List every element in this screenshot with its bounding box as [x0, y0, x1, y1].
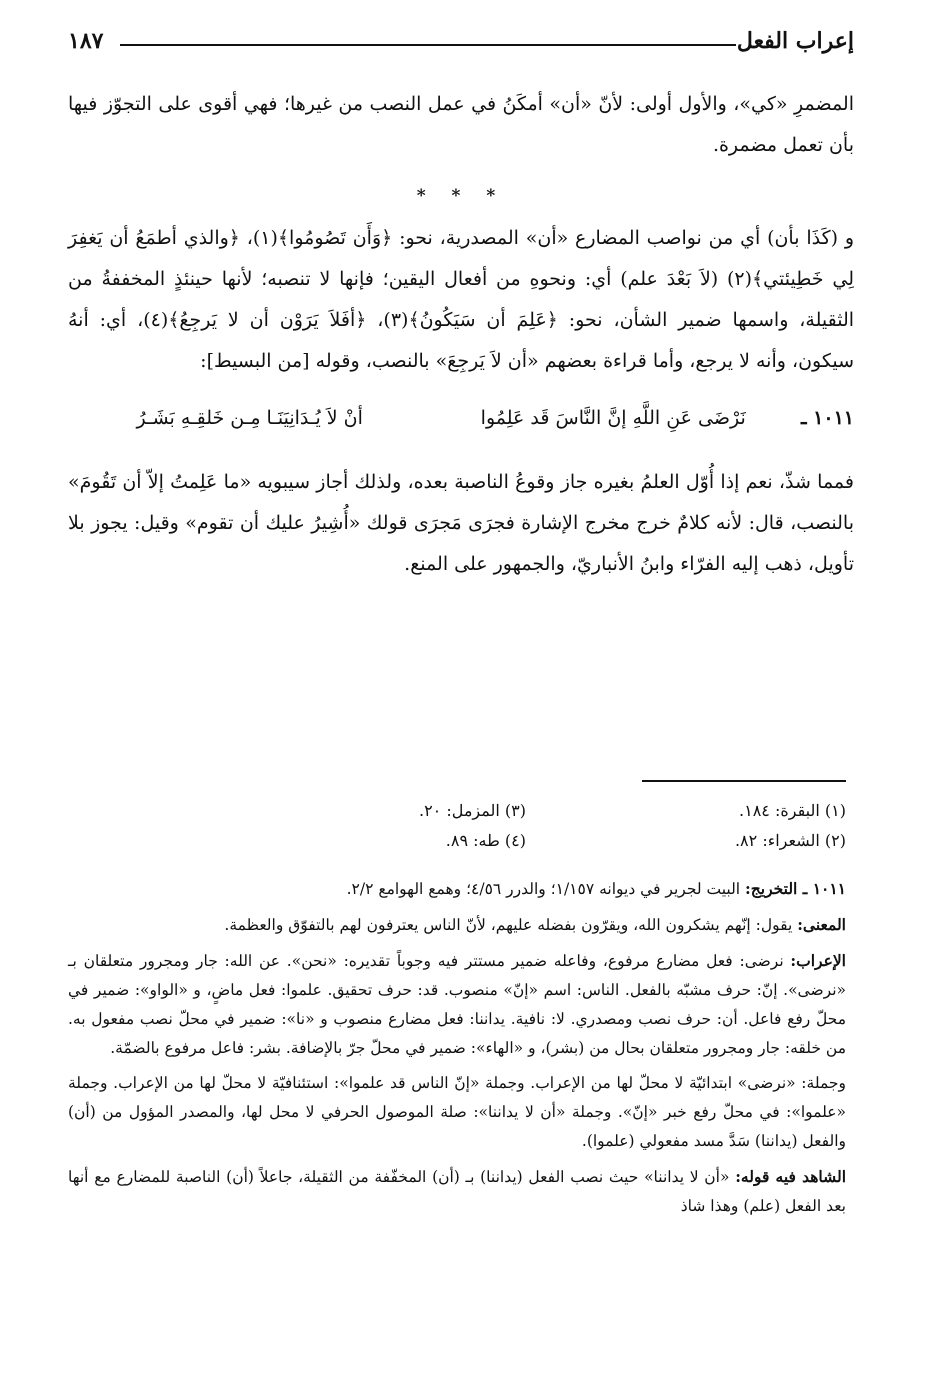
footnote-rule — [642, 780, 846, 782]
footnotes-column-left — [246, 796, 526, 856]
paragraph-1: المضمرِ «كي»، والأول أولى: لأنّ «أن» أمكَنُ في عمل النصب من غيرها؛ فهي أقوى على التجوّز فيها بأن تعمل مضمرة. — [68, 93, 854, 156]
paragraph-3: فمما شذّ، نعم إذا أُوّل العلمُ بغيره جاز وقوعُ الناصبة بعده، ولذلك أجاز سيبويه «ما عَلِمتُ إلاّ أن تَقُومَ» بالنصب، قال: لأنه كلامٌ خرج مخرج الإشارة فجرَى مَجرَى قولك «أُشِيرُ عليك أن تقوم» وقيل: يجوز بلا تأويل، ذهب إليه الفرّاء وابنُ الأنباريّ، والجمهور على المنع. — [68, 471, 854, 575]
footnote-1: (١) البقرة: ١٨٤. — [739, 801, 846, 820]
page-header — [68, 28, 854, 62]
maana-text: يقول: إنّهم يشكرون الله، ويقرّون بفضله عليهم، لأنّ الناس يعترفون لهم بالتفوّق والعظمة. — [224, 916, 793, 934]
running-title: إعراب الفعل — [736, 28, 854, 54]
footnote-2: (٢) الشعراء: ٨٢. — [734, 831, 846, 850]
poetry-verse — [68, 386, 854, 450]
verse-second-hemistich: أنْ لاَ يُـدَانِيَنَـا مِـن خَلقِـهِ بَشَـرُ — [136, 407, 363, 429]
maana-note — [68, 910, 846, 940]
takhrij-label: ١٠١١ ـ التخريج: — [745, 879, 846, 898]
page-number: ١٨٧ — [68, 28, 104, 54]
shahid-label: الشاهد فيه قوله: — [735, 1167, 847, 1186]
footnote-4: (٤) طه: ٨٩. — [445, 831, 526, 850]
irab-label: الإعراب: — [790, 951, 846, 970]
takhrij-text: البيت لجرير في ديوانه ١/١٥٧؛ والدرر ٤/٥٦؛ وهمع الهوامع ٢/٢. — [346, 880, 741, 898]
jumla-note — [68, 1069, 846, 1156]
main-text — [68, 84, 854, 585]
irab-note — [68, 946, 846, 1063]
verse-first-hemistich: نَرْضَى عَنِ اللَّهِ إنَّ النَّاسَ قَد عَلِمُوا — [480, 407, 746, 429]
header-rule — [120, 44, 736, 46]
irab-text: نرضى: فعل مضارع مرفوع، وفاعله ضمير مستتر فيه وجوباً تقديره: «نحن». عن الله: جار ومجرور متعلقان بـ «نرضى». إنّ: حرف مشبّه بالفعل. الناس: اسم «إنّ» منصوب. قد: حرف تحقيق. علموا: فعل ماضٍ، و «الواو»: ضمير في محلّ رفع فاعل. أن: حرف نصب ومصدري. لا: نافية. يداننا: فعل مضارع منصوب و «نا»: ضمير في محلّ نصب مفعول به. من خلقه: جار ومجرور متعلقان بحال من (بشر)، و «الهاء»: ضمير في محلّ جرّ بالإضافة. بشر: فاعل مرفوع بالضمّة. — [68, 952, 846, 1057]
takhrij-note — [68, 874, 846, 904]
jumla-text: وجملة: «نرضى» ابتدائيّة لا محلّ لها من الإعراب. وجملة «إنّ الناس قد علموا»: استئنافيّة لا محلّ لها من الإعراب. وجملة «علموا»: في محلّ رفع خبر «إنّ». وجملة «أن لا يداننا»: صلة الموصول الحرفي لا محل لها، والمصدر المؤول من (أن) والفعل (يداننا) سَدَّ مسد مفعولي (علموا). — [68, 1074, 846, 1150]
paragraph-2: و (كَذَا بأن) أي من نواصب المضارع «أن» المصدرية، نحو: ﴿وَأَن تَصُومُوا﴾(١)، ﴿والذي أطمَعُ أن يَغفِرَ لِي خَطِيئتي﴾(٢) (لاَ بَعْدَ علم) أي: ونحوهِ من أفعال اليقين؛ فإنها لا تنصبه؛ لأنها حينئذٍ المخففةُ من الثقيلة، واسمها ضمير الشأن، نحو: ﴿عَلِمَ أن سَيَكُونُ﴾(٣)، ﴿أفَلاَ يَرَوْن أن لا يَرجِعُ﴾(٤)، أي: أنهُ سيكون، وأنه لا يرجع، وأما قراءة بعضهم «أن لاَ يَرجِعَ» بالنصب، وقوله [من البسيط]: — [68, 227, 855, 372]
verse-number: ١٠١١ ـ — [800, 407, 854, 429]
footnote-3: (٣) المزمل: ٢٠. — [418, 801, 526, 820]
footnotes-column-right — [576, 796, 846, 856]
shahid-text: «أن لا يداننا» حيث نصب الفعل (يداننا) بـ (أن) المخفّفة من الثقيلة، جاعلاً (أن) الناصبة للمضارع مع أنها بعد الفعل (علم) وهذا شاذ — [68, 1168, 846, 1215]
shahid-note — [68, 1162, 846, 1221]
maana-label: المعنى: — [797, 915, 846, 934]
section-separator: * * * — [416, 186, 506, 206]
verse-notes — [68, 874, 846, 1227]
